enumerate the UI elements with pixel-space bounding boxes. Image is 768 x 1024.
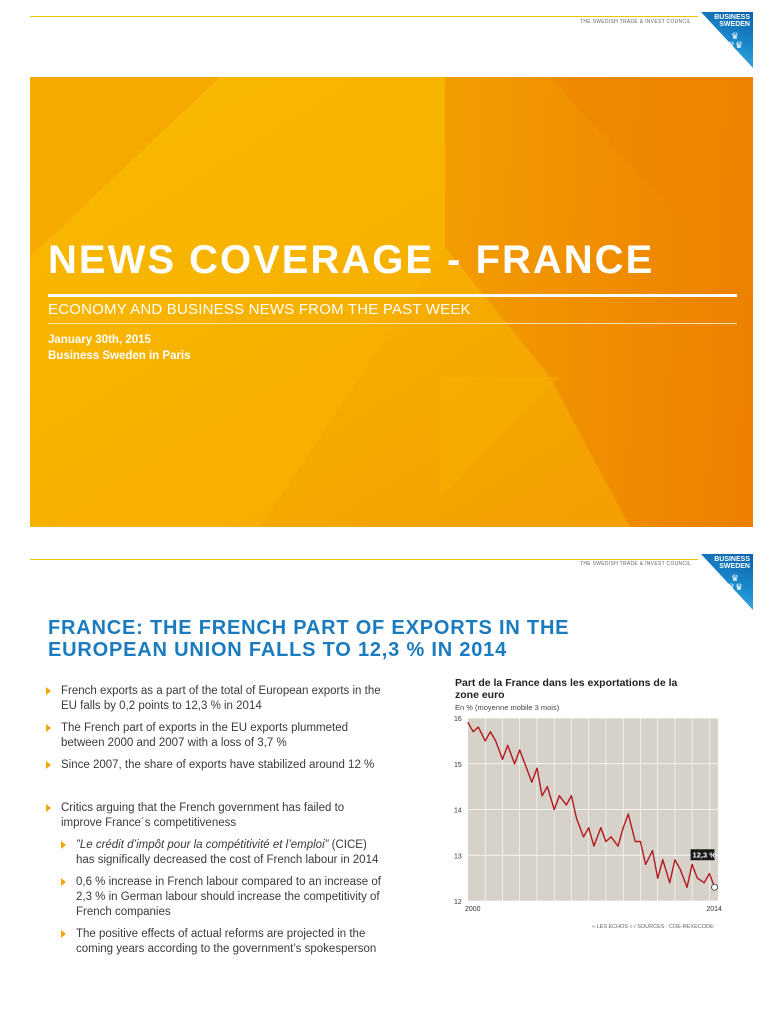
data-point (485, 740, 486, 741)
data-point (588, 827, 589, 828)
y-tick-label: 16 (454, 716, 462, 723)
bullet-text: French exports as a part of the total of European exports in the EU falls by 0,2 points to 12,3 % in 2014 (61, 685, 381, 712)
logo-text-2: BUSINESS SWEDEN (714, 556, 750, 570)
data-point (524, 763, 525, 764)
data-point (697, 878, 698, 879)
data-point (490, 731, 491, 732)
data-point (662, 859, 663, 860)
y-tick-label: 12 (454, 899, 462, 906)
data-point (686, 887, 687, 888)
data-point (600, 827, 601, 828)
arrow-bullet-icon (61, 878, 66, 886)
data-point (679, 868, 680, 869)
data-point (617, 846, 618, 847)
bullet-item (46, 721, 386, 751)
bullet-item (46, 684, 386, 714)
end-point-marker (712, 884, 718, 890)
bullet-text: Critics arguing that the French government has failed to improve France´s competitiveness (61, 802, 345, 829)
sub-bullet-item (61, 838, 386, 868)
data-point (478, 727, 479, 728)
sub-bullet-item (61, 927, 386, 957)
data-point (640, 841, 641, 842)
data-point (593, 846, 594, 847)
y-tick-label: 13 (454, 853, 462, 861)
chart-title: Part de la France dans les exportations de la zone euro (455, 677, 678, 701)
crown-icon: ♛ ♛♛ (726, 31, 743, 50)
data-point (467, 722, 468, 723)
data-point (623, 827, 624, 828)
cover-subtitle: ECONOMY AND BUSINESS NEWS FROM THE PAST WEEK (48, 301, 471, 318)
export-share-chart (448, 713, 723, 918)
data-point (542, 795, 543, 796)
data-point (547, 786, 548, 787)
data-point (645, 864, 646, 865)
arrow-bullet-icon (46, 761, 51, 769)
top-rule (30, 16, 698, 17)
cover-title: NEWS COVERAGE - FRANCE (48, 238, 655, 282)
brand-tagline-2: THE SWEDISH TRADE & INVEST COUNCIL (580, 561, 692, 567)
cover-organization: Business Sweden in Paris (48, 350, 191, 362)
data-point (652, 850, 653, 851)
arrow-bullet-icon (46, 687, 51, 695)
chart-unit: En % (moyenne mobile 3 mois) (455, 703, 560, 712)
data-point (674, 859, 675, 860)
data-point (583, 836, 584, 837)
x-tick-label: 2014 (706, 906, 722, 913)
business-sweden-logo-2 (701, 554, 753, 610)
bullet-item (46, 801, 386, 831)
data-point (473, 731, 474, 732)
cover-date: January 30th, 2015 (48, 334, 151, 346)
brand-tagline: THE SWEDISH TRADE & INVEST COUNCIL (580, 19, 692, 25)
arrow-bullet-icon (61, 841, 66, 849)
data-point (657, 878, 658, 879)
data-point (566, 804, 567, 805)
cice-quote: ”Le crédit d’impôt pour la compétitivité et l’emploi” (76, 839, 329, 851)
slide-title: FRANCE: THE FRENCH PART OF EXPORTS IN THE EUROPEAN UNION FALLS TO 12,3 % IN 2014 (48, 617, 570, 661)
title-underline (48, 294, 737, 297)
bullet-text: (CICE) has significally decreased the cost of French labour in 2014 (76, 839, 379, 866)
bullet-item (46, 758, 386, 773)
data-point (709, 873, 710, 874)
data-point (635, 841, 636, 842)
data-point (514, 763, 515, 764)
annotation-label: 12,3 % (692, 850, 716, 860)
arrow-bullet-icon (46, 724, 51, 732)
bullet-text: The positive effects of actual reforms are projected in the coming years according to the government’s spokesperson (76, 928, 377, 955)
y-tick-label: 14 (454, 807, 462, 815)
data-point (531, 781, 532, 782)
arrow-bullet-icon (61, 930, 66, 938)
chart-source: « LES ECHOS » / SOURCES : COE-REXECODE (592, 924, 714, 930)
bullet-list (46, 684, 386, 964)
slide2-top-rule (30, 559, 698, 560)
data-point (704, 882, 705, 883)
data-point (669, 882, 670, 883)
data-point (605, 841, 606, 842)
data-point (507, 745, 508, 746)
logo-text: BUSINESS SWEDEN (714, 14, 750, 28)
subtitle-underline (48, 323, 737, 324)
data-point (611, 836, 612, 837)
y-tick-label: 15 (454, 761, 462, 769)
data-point (576, 818, 577, 819)
data-point (495, 740, 496, 741)
bullet-text: The French part of exports in the EU exports plummeted between 2000 and 2007 with a loss of 3,7 % (61, 722, 348, 749)
arrow-bullet-icon (46, 804, 51, 812)
data-point (692, 864, 693, 865)
x-tick-label: 2000 (465, 906, 481, 913)
business-sweden-logo (701, 12, 753, 68)
crown-icon-2: ♛ ♛♛ (726, 573, 743, 592)
data-point (628, 813, 629, 814)
data-point (502, 759, 503, 760)
data-point (571, 795, 572, 796)
data-point (559, 795, 560, 796)
data-point (554, 809, 555, 810)
data-point (519, 749, 520, 750)
data-point (536, 768, 537, 769)
bullet-text: 0,6 % increase in French labour compared to an increase of 2,3 % in German labour should increase the competitivity of French companies (76, 876, 381, 918)
sub-bullet-item (61, 875, 386, 920)
bullet-text: Since 2007, the share of exports have stabilized around 12 % (61, 759, 375, 771)
